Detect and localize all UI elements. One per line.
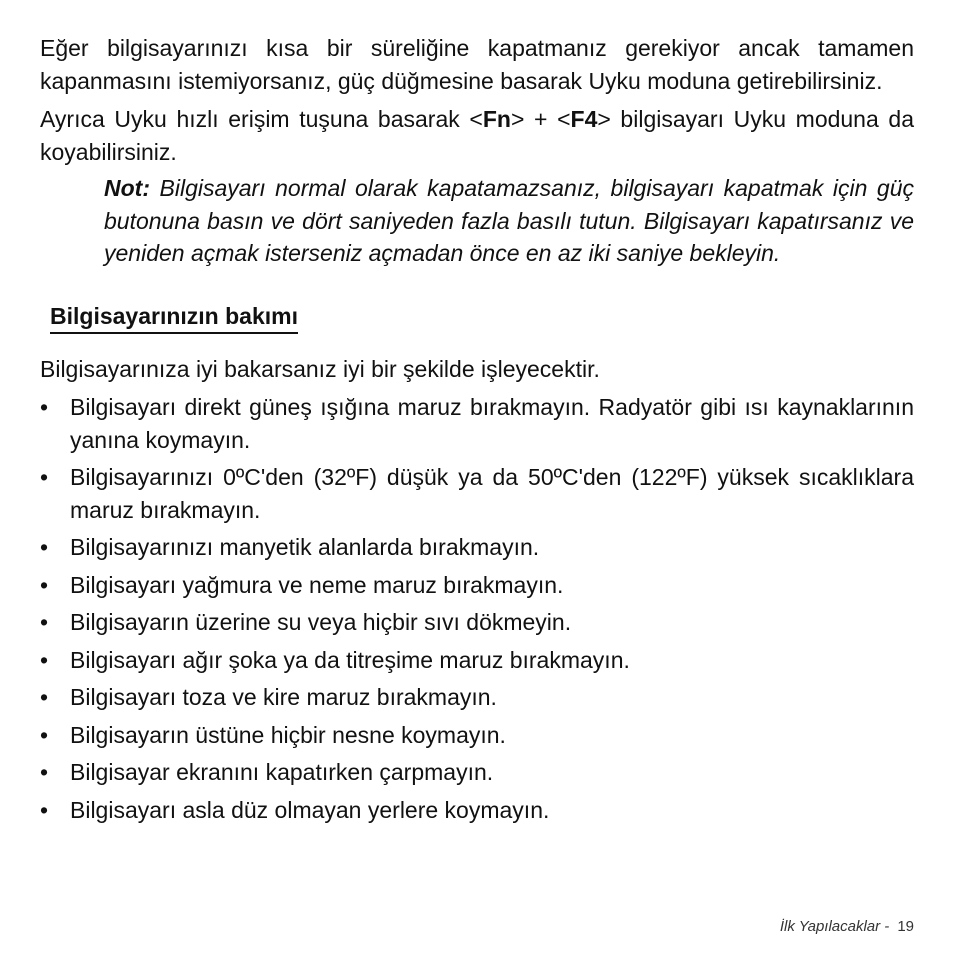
section-heading: Bilgisayarınızın bakımı [50, 300, 298, 334]
bullet-icon: • [40, 571, 49, 598]
page-number: 19 [897, 918, 914, 935]
bullet-icon: • [40, 721, 49, 748]
list-item [40, 719, 914, 752]
list-item [40, 606, 914, 639]
list-item-text: Bilgisayarınızı 0ºC'den (32ºF) düşük ya da 50ºC'den (122ºF) yüksek sıcaklıklara maruz bırakmayın. [70, 464, 914, 523]
list-item-text: Bilgisayarın üstüne hiçbir nesne koymayın. [70, 721, 506, 748]
sleep-paragraph: Eğer bilgisayarınızı kısa bir süreliğine kapatmanız gerekiyor ancak tamamen kapanmasını istemiyorsanız, güç düğmesine basarak Uyku moduna getirebilirsiniz. [40, 35, 914, 94]
list-item [40, 391, 914, 456]
list-item-text: Bilgisayarınızı manyetik alanlarda bırakmayın. [70, 534, 540, 560]
bullet-icon: • [40, 796, 49, 823]
list-item-text: Bilgisayarı yağmura ve neme maruz bırakmayın. [70, 571, 564, 598]
list-item [40, 461, 914, 526]
list-item [40, 681, 914, 714]
f4-key: F4 [570, 106, 598, 132]
list-item [40, 644, 914, 677]
list-item [40, 756, 914, 789]
list-item [40, 794, 914, 827]
list-item-text: Bilgisayar ekranını kapatırken çarpmayın. [70, 759, 494, 785]
bullet-icon: • [40, 609, 49, 635]
list-item [40, 531, 914, 564]
bullet-icon: • [40, 759, 49, 785]
list-item [40, 569, 914, 602]
list-item-text: Bilgisayarı direkt güneş ışığına maruz bırakmayın. Radyatör gibi ısı kaynaklarının yanına koymayın. [70, 394, 914, 453]
care-list [40, 391, 914, 826]
page-footer [780, 918, 914, 935]
document-page [40, 32, 914, 831]
section-intro: Bilgisayarınıza iyi bakarsanız iyi bir şekilde işleyecektir. [40, 355, 600, 382]
fn-key: Fn [482, 106, 511, 132]
note-block [104, 172, 914, 270]
note-text: Bilgisayarı normal olarak kapatamazsanız, bilgisayarı kapatmak için güç butonuna basın ve dört saniyeden fazla basılı tutun. Bilgisayarı kapatırsanız ve yeniden açmak isterseniz açmadan önce en az iki saniye bekleyin. [104, 175, 914, 266]
list-item-text: Bilgisayarı asla düz olmayan yerlere koymayın. [70, 796, 550, 823]
bullet-icon: • [40, 646, 49, 673]
hotkey-text-after: > bilgisayarı Uyku moduna da koyabilirsiniz. [40, 106, 914, 165]
list-item-text: Bilgisayarın üzerine su veya hiçbir sıvı dökmeyin. [70, 609, 572, 635]
list-item-text: Bilgisayarı toza ve kire maruz bırakmayın. [70, 684, 497, 710]
list-item-text: Bilgisayarı ağır şoka ya da titreşime maruz bırakmayın. [70, 646, 630, 673]
hotkey-paragraph [40, 103, 914, 168]
note-label: Not: [104, 175, 150, 201]
footer-label: İlk Yapılacaklar - [779, 918, 890, 935]
bullet-icon: • [40, 464, 49, 490]
hotkey-text-before: Ayrıca Uyku hızlı erişim tuşuna basarak < [40, 106, 483, 132]
bullet-icon: • [40, 684, 49, 710]
bullet-icon: • [40, 394, 49, 420]
bullet-icon: • [40, 534, 49, 560]
hotkey-text-mid: > + < [510, 106, 571, 132]
